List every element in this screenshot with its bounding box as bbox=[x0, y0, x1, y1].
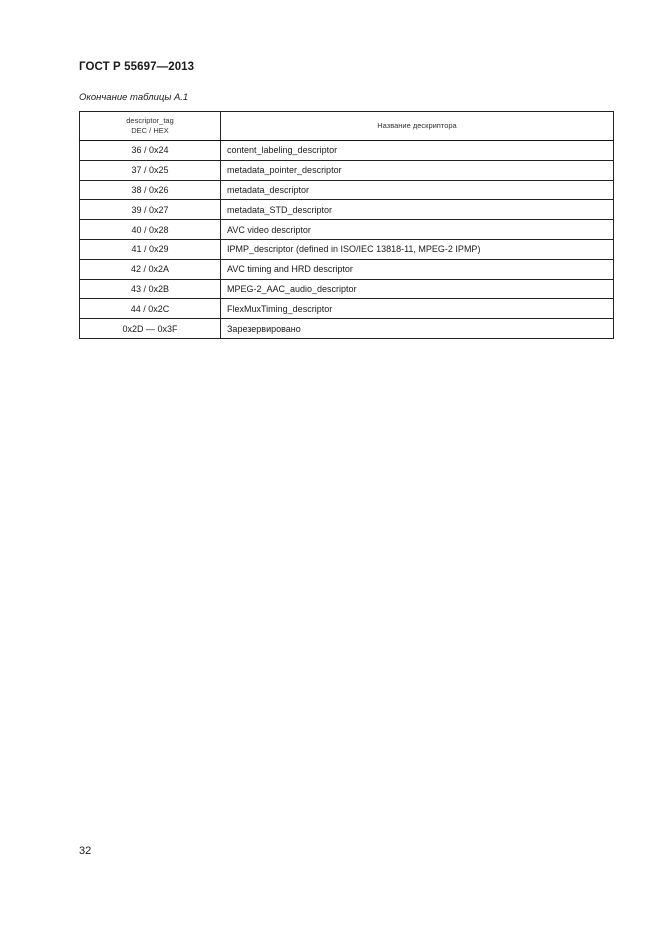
table-row bbox=[80, 200, 614, 220]
table-row bbox=[80, 319, 614, 339]
table-row bbox=[80, 180, 614, 200]
cell-name: metadata_STD_descriptor bbox=[221, 200, 614, 220]
cell-name: MPEG-2_AAC_audio_descriptor bbox=[221, 279, 614, 299]
table-row bbox=[80, 160, 614, 180]
table-row bbox=[80, 220, 614, 240]
cell-tag: 44 / 0x2C bbox=[80, 299, 221, 319]
table-header-row bbox=[80, 112, 614, 141]
cell-name: Зарезервировано bbox=[221, 319, 614, 339]
cell-name: metadata_descriptor bbox=[221, 180, 614, 200]
cell-tag: 38 / 0x26 bbox=[80, 180, 221, 200]
cell-tag: 36 / 0x24 bbox=[80, 141, 221, 161]
cell-tag: 43 / 0x2B bbox=[80, 279, 221, 299]
cell-name: AVC video descriptor bbox=[221, 220, 614, 240]
cell-tag: 41 / 0x29 bbox=[80, 239, 221, 259]
cell-tag: 42 / 0x2A bbox=[80, 259, 221, 279]
column-header-descriptor-name: Название дескриптора bbox=[221, 112, 614, 141]
table-row bbox=[80, 239, 614, 259]
table-row bbox=[80, 259, 614, 279]
cell-name: IPMP_descriptor (defined in ISO/IEC 13818-11, MPEG-2 IPMP) bbox=[221, 239, 614, 259]
table-row bbox=[80, 299, 614, 319]
cell-tag: 37 / 0x25 bbox=[80, 160, 221, 180]
table-caption: Окончание таблицы А.1 bbox=[79, 92, 189, 103]
column-header-tag-line1: descriptor_tag bbox=[126, 116, 174, 125]
page-number: 32 bbox=[79, 845, 92, 857]
cell-name: AVC timing and HRD descriptor bbox=[221, 259, 614, 279]
table-row bbox=[80, 279, 614, 299]
table-body bbox=[80, 141, 614, 339]
cell-tag: 40 / 0x28 bbox=[80, 220, 221, 240]
cell-name: FlexMuxTiming_descriptor bbox=[221, 299, 614, 319]
cell-name: metadata_pointer_descriptor bbox=[221, 160, 614, 180]
column-header-descriptor-tag bbox=[80, 112, 221, 141]
cell-tag: 0x2D — 0x3F bbox=[80, 319, 221, 339]
cell-name: content_labeling_descriptor bbox=[221, 141, 614, 161]
cell-tag: 39 / 0x27 bbox=[80, 200, 221, 220]
document-id-header: ГОСТ Р 55697—2013 bbox=[79, 61, 195, 73]
table-header bbox=[80, 112, 614, 141]
column-header-tag-line2: DEC / HEX bbox=[131, 126, 169, 135]
table-row bbox=[80, 141, 614, 161]
descriptor-table bbox=[79, 111, 614, 339]
